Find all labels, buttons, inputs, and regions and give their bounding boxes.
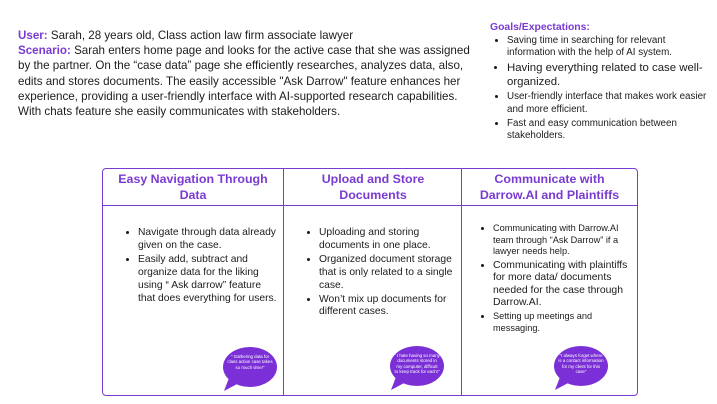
column-header: Upload and Store Documents	[284, 169, 462, 206]
scenario-text: Sarah enters home page and looks for the active case that she was assigned by the partner. On the “case data” page she efficiently researches, analyzes data, also, edits and stores documents. The easily accessible "Ask Darrow" feature enhances her experience, providing a user-friendly interface with AI-supported research capabilities. With chats feature she easily communicates with stakeholders.	[18, 44, 470, 119]
goal-item: • Having everything related to case well- organized.	[507, 61, 710, 89]
feature-column-navigation	[103, 169, 283, 395]
quote-bubble	[388, 345, 446, 393]
feature-bullet: • Won’t mix up documents for different cases.	[319, 294, 456, 320]
scenario-label: Scenario:	[18, 44, 71, 58]
feature-bullets	[121, 227, 277, 306]
features-table	[102, 168, 638, 396]
column-header: Easy Navigation Through Data	[103, 169, 283, 206]
quote-text: " I hate having so many documents stored in my computer, difficult to keep track for each!"	[394, 353, 440, 374]
feature-bullets	[302, 227, 456, 320]
feature-bullet: • Setting up meetings and messaging.	[493, 311, 633, 334]
feature-column-documents	[283, 169, 462, 395]
feature-bullets	[476, 223, 633, 337]
user-label: User:	[18, 29, 48, 42]
goal-item: • User-friendly interface that makes work easier and more efficient.	[507, 91, 710, 115]
user-text: Sarah, 28 years old, Class action law firm associate lawyer	[47, 29, 354, 42]
goals-list	[490, 35, 710, 142]
quote-text: " Gathering data for class action case takes so much time!"	[227, 354, 273, 370]
feature-bullet: • Organized document storage that is only related to a single case.	[319, 254, 456, 293]
quote-bubble	[552, 345, 610, 393]
persona-description	[18, 28, 478, 119]
feature-bullet: • Easily add, subtract and organize data for the liking using “ Ask darrow” feature that does everything for users.	[138, 254, 277, 306]
goals-title: Goals/Expectations:	[490, 22, 590, 33]
column-header: Communicate with Darrow.AI and Plaintiffs	[462, 169, 637, 206]
goals-section	[490, 22, 710, 144]
feature-bullet: • Communicating with Darrow.AI team through “Ask Darrow” if a lawyer needs help.	[493, 223, 633, 258]
feature-bullet: • Communicating with plaintiffs for more data/ documents needed for the case through Darrow.AI.	[493, 260, 633, 310]
quote-text: "I always forget where is a contact information for my client for this case"	[558, 353, 604, 374]
goal-item: • Fast and easy communication between stakeholders.	[507, 118, 710, 142]
feature-bullet: • Navigate through data already given on the case.	[138, 227, 277, 253]
quote-bubble	[221, 346, 279, 394]
goal-item: • Saving time in searching for relevant information with the help of AI system.	[507, 35, 710, 59]
feature-column-communication	[461, 169, 637, 395]
feature-bullet: • Uploading and storing documents in one place.	[319, 227, 456, 253]
